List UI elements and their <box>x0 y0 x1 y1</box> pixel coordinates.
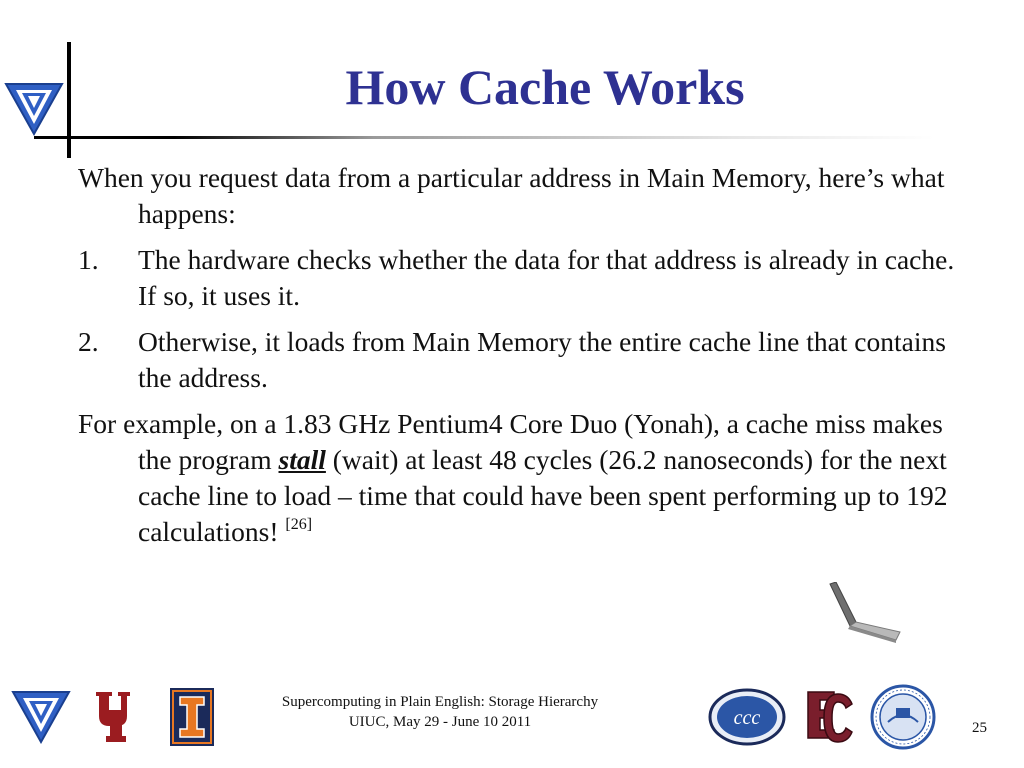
hampton-university-seal <box>870 684 936 750</box>
stall-emphasis: stall <box>278 444 326 475</box>
example-text-part1: For example, on a 1.83 GHz Pentium4 Core Duo (Yonah), a cache miss makes the program <box>78 408 943 475</box>
example-paragraph <box>78 406 958 555</box>
footer-line-1: Supercomputing in Plain English: Storage Hierarchy <box>281 694 599 710</box>
step-text: The hardware checks whether the data for that address is already in cache. If so, it uses it. <box>138 244 955 311</box>
page-number: 25 <box>972 720 987 736</box>
triangle-logo-icon <box>4 80 64 136</box>
step-number: 1. <box>78 244 99 275</box>
triangle-logo-icon <box>10 688 72 744</box>
title-vertical-rule <box>67 42 71 158</box>
ou-logo <box>92 686 138 750</box>
slide-body <box>78 160 958 565</box>
example-text-part2: (wait) at least 48 cycles (26.2 nanoseconds) for the next cache line to load – time that could have been spent performing up to 192 calculations! <box>138 444 948 547</box>
footer-line-2: UIUC, May 29 - June 10 2011 <box>348 714 532 730</box>
footer-caption <box>200 692 680 732</box>
step-item <box>78 242 958 314</box>
laptop-icon <box>826 582 902 644</box>
slide-title: How Cache Works <box>345 59 745 115</box>
step-item <box>78 324 958 396</box>
step-number: 2. <box>78 326 99 357</box>
step-text: Otherwise, it loads from Main Memory the entire cache line that contains the address. <box>138 326 946 393</box>
intro-paragraph: When you request data from a particular address in Main Memory, here’s what happens: <box>78 162 945 229</box>
ec-logo <box>806 688 854 748</box>
svg-text:ccc: ccc <box>733 707 761 729</box>
ccc-logo <box>708 688 786 746</box>
citation: [26] <box>285 516 313 533</box>
title-horizontal-rule <box>34 136 934 139</box>
